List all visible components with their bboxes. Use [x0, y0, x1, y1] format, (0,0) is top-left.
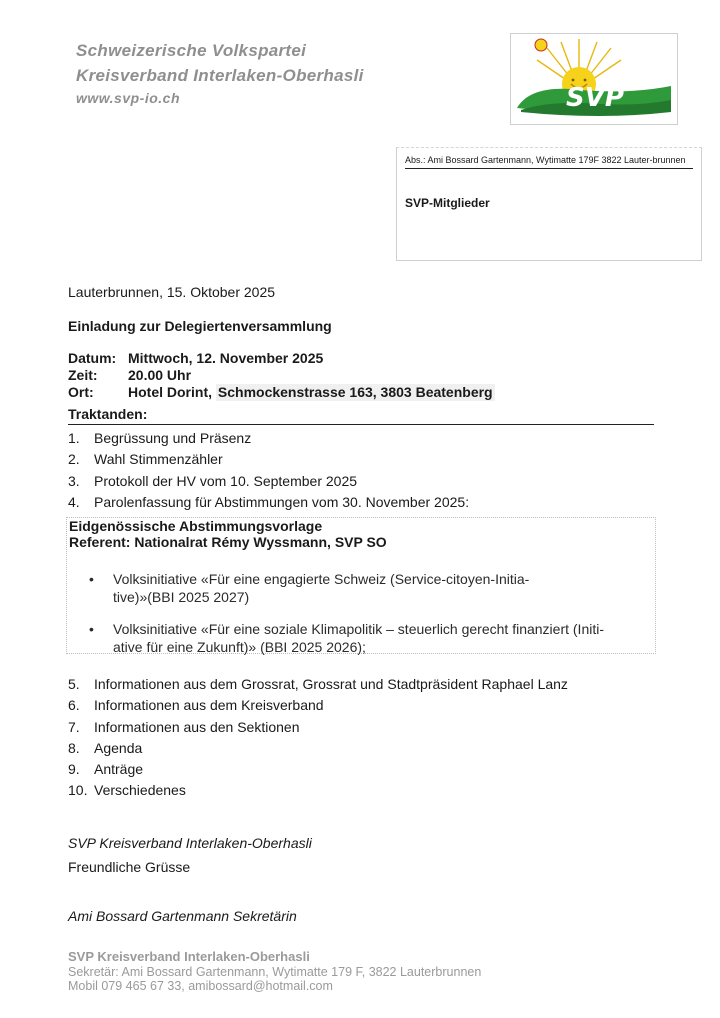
date-label: Datum:	[68, 350, 117, 366]
svp-sun-logo-icon	[511, 34, 677, 124]
location-address: Schmockenstrasse 163, 3803 Beatenberg	[217, 384, 493, 400]
recipient: SVP-Mitglieder	[405, 196, 490, 210]
closing-org: SVP Kreisverband Interlaken-Oberhasli	[68, 835, 312, 851]
footer-org: SVP Kreisverband Interlaken-Oberhasli	[68, 949, 310, 964]
website-link[interactable]: www.svp-io.ch	[76, 90, 180, 106]
sender-line: Abs.: Ami Bossard Gartenmann, Wytimatte 179F 3822 Lauter-brunnen	[405, 154, 693, 169]
time-row	[68, 367, 495, 384]
list-item: 4. Parolenfassung für Abstimmungen vom 30. November 2025:	[68, 493, 470, 510]
footer	[68, 950, 481, 994]
time-label: Zeit:	[68, 367, 98, 383]
letter-title: Einladung zur Delegiertenversammlung	[68, 318, 332, 334]
agenda-list-b	[68, 674, 568, 802]
list-item: • Volksinitiative «Für eine soziale Klimapolitik – steuerlich gerecht finanziert (Initi- ative für eine Zukunft)» (BBI 2025 2026);	[89, 621, 604, 655]
list-item: 7. Informationen aus den Sektionen	[68, 718, 300, 735]
list-item: 6. Informationen aus dem Kreisverband	[68, 697, 324, 714]
place-date: Lauterbrunnen, 15. Oktober 2025	[68, 284, 276, 300]
footer-address: Sekretär: Ami Bossard Gartenmann, Wytimatte 179 F, 3822 Lauterbrunnen	[68, 964, 482, 979]
list-item: 1. Begrüssung und Präsenz	[68, 430, 252, 446]
agenda-heading: Traktanden:	[68, 406, 654, 425]
vote-heading: Eidgenössische Abstimmungsvorlage	[69, 518, 323, 534]
location-row	[68, 384, 495, 401]
date-row	[68, 350, 495, 367]
date-value: Mittwoch, 12. November 2025	[128, 350, 324, 366]
vote-box-heading	[69, 518, 387, 550]
location-venue: Hotel Dorint,	[128, 384, 212, 400]
list-item: 3. Protokoll der HV vom 10. September 2025	[68, 472, 358, 489]
party-name: Schweizerische Volkspartei	[76, 41, 307, 60]
greeting: Freundliche Grüsse	[68, 859, 191, 875]
logo-text: SVP	[566, 83, 624, 113]
location-label: Ort:	[68, 384, 94, 400]
bullet-icon: •	[89, 621, 94, 637]
time-value: 20.00 Uhr	[128, 367, 192, 383]
list-item: 9. Anträge	[68, 761, 144, 778]
list-item: • Volksinitiative «Für eine engagierte Schweiz (Service-citoyen-Initia- tive)»(BBI 2025 2027)	[89, 571, 530, 605]
event-details	[68, 350, 495, 401]
district-name: Kreisverband Interlaken-Oberhasli	[76, 66, 364, 85]
letterhead	[76, 38, 364, 111]
agenda-list-a	[68, 428, 469, 513]
vote-box	[66, 517, 656, 654]
svp-logo	[510, 33, 678, 125]
footer-contact[interactable]: Mobil 079 465 67 33, amibossard@hotmail.com	[68, 979, 333, 993]
list-item: 5. Informationen aus dem Grossrat, Grossrat und Stadtpräsident Raphael Lanz	[68, 676, 568, 692]
signer: Ami Bossard Gartenmann Sekretärin	[68, 908, 297, 924]
list-item: 2. Wahl Stimmenzähler	[68, 451, 223, 468]
list-item: 10. Verschiedenes	[68, 782, 186, 799]
address-window	[396, 147, 702, 261]
bullet-icon: •	[89, 571, 94, 587]
list-item: 8. Agenda	[68, 739, 143, 756]
speaker: Referent: Nationalrat Rémy Wyssmann, SVP SO	[69, 534, 387, 550]
